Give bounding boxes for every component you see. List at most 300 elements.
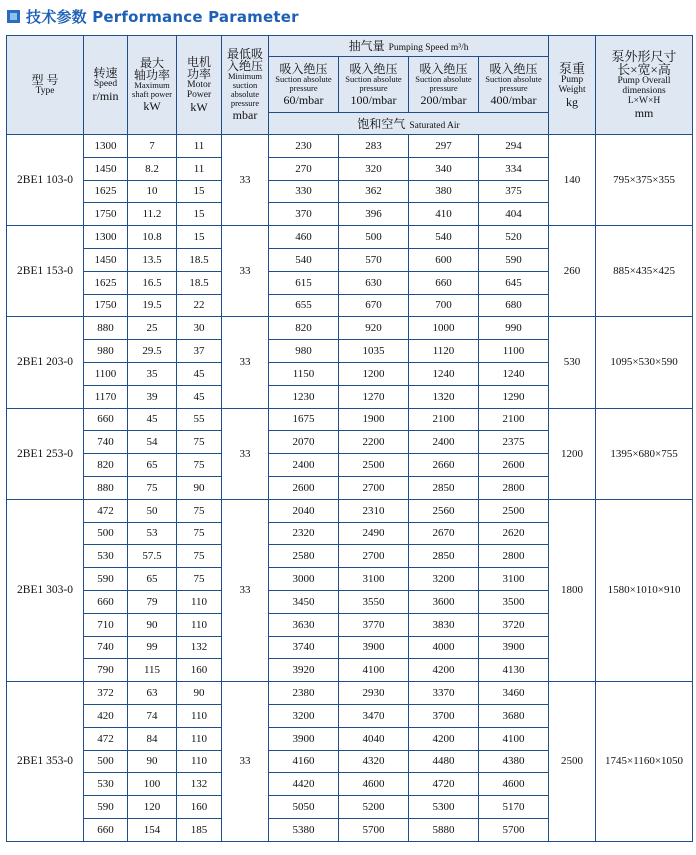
pump-200-cell: 3370 [409, 682, 479, 705]
pump-100-cell: 4600 [339, 773, 409, 796]
header-motor-unit: kW [190, 100, 208, 114]
header-min-cn: 最低吸 入绝压 [226, 47, 263, 73]
pump-60-cell: 370 [269, 203, 339, 226]
shaft-power-cell: 75 [128, 476, 177, 499]
pump-60-cell: 655 [269, 294, 339, 317]
header-dims-cn: 泵外形尺寸 长×宽×高 [611, 49, 677, 77]
table-row [7, 226, 693, 249]
header-sub-unit: 100/mbar [350, 92, 397, 107]
shaft-power-cell: 120 [128, 796, 177, 819]
pump-100-cell: 2930 [339, 682, 409, 705]
pump-100-cell: 4100 [339, 659, 409, 682]
motor-power-cell: 22 [177, 294, 222, 317]
pump-60-cell: 2320 [269, 522, 339, 545]
header-sub-cn: 吸入绝压 [419, 61, 468, 76]
header-sub-unit: 60/mbar [283, 92, 324, 107]
pump-60-cell: 3920 [269, 659, 339, 682]
pump-60-cell: 5050 [269, 796, 339, 819]
speed-cell: 500 [84, 750, 128, 773]
shaft-power-cell: 99 [128, 636, 177, 659]
header-motor-en: Motor Power [186, 80, 212, 100]
pump-200-cell: 4000 [409, 636, 479, 659]
speed-cell: 472 [84, 499, 128, 522]
pump-100-cell: 3900 [339, 636, 409, 659]
table-row [7, 682, 693, 705]
pump-60-cell: 820 [269, 317, 339, 340]
header-pumping-en: Pumping Speed m³/h [388, 43, 469, 53]
shaft-power-cell: 50 [128, 499, 177, 522]
header-min-pressure [222, 36, 269, 135]
pump-100-cell: 630 [339, 271, 409, 294]
header-pumping-cn: 抽气量 [348, 39, 385, 53]
shaft-power-cell: 79 [128, 590, 177, 613]
motor-power-cell: 160 [177, 796, 222, 819]
header-shaft-en: Maximum shaft power [132, 80, 172, 99]
pump-400-cell: 334 [479, 157, 549, 180]
pump-200-cell: 1000 [409, 317, 479, 340]
header-shaft-cn: 最大 轴功率 [133, 56, 170, 82]
pump-60-cell: 2400 [269, 454, 339, 477]
pump-200-cell: 1120 [409, 340, 479, 363]
motor-power-cell: 185 [177, 818, 222, 841]
pump-200-cell: 2100 [409, 408, 479, 431]
header-motor-cn: 电机 功率 [186, 55, 211, 81]
header-sub-400 [479, 57, 549, 113]
pump-400-cell: 2100 [479, 408, 549, 431]
pump-100-cell: 1200 [339, 362, 409, 385]
weight-cell: 1200 [549, 408, 596, 499]
header-dims-en: Pump Overall dimensions [617, 76, 671, 96]
motor-power-cell: 75 [177, 545, 222, 568]
header-sub-en: Suction absolute pressure [415, 73, 472, 93]
pump-200-cell: 340 [409, 157, 479, 180]
speed-cell: 660 [84, 590, 128, 613]
pump-400-cell: 3900 [479, 636, 549, 659]
pump-100-cell: 2700 [339, 545, 409, 568]
speed-cell: 1750 [84, 203, 128, 226]
shaft-power-cell: 53 [128, 522, 177, 545]
pump-400-cell: 294 [479, 135, 549, 158]
pump-200-cell: 410 [409, 203, 479, 226]
pump-60-cell: 2070 [269, 431, 339, 454]
shaft-power-cell: 19.5 [128, 294, 177, 317]
pump-200-cell: 2660 [409, 454, 479, 477]
model-cell: 2BE1 153-0 [7, 226, 84, 317]
shaft-power-cell: 63 [128, 682, 177, 705]
speed-cell: 880 [84, 317, 128, 340]
pump-100-cell: 362 [339, 180, 409, 203]
pump-400-cell: 2600 [479, 454, 549, 477]
speed-cell: 530 [84, 545, 128, 568]
shaft-power-cell: 10 [128, 180, 177, 203]
header-sub-100 [339, 57, 409, 113]
motor-power-cell: 15 [177, 226, 222, 249]
weight-cell: 140 [549, 135, 596, 226]
pump-200-cell: 2670 [409, 522, 479, 545]
pump-100-cell: 1270 [339, 385, 409, 408]
pump-100-cell: 2310 [339, 499, 409, 522]
motor-power-cell: 45 [177, 385, 222, 408]
square-bullet-icon [7, 10, 20, 23]
pump-100-cell: 3770 [339, 613, 409, 636]
pump-200-cell: 3600 [409, 590, 479, 613]
header-type [7, 36, 84, 135]
pump-60-cell: 1675 [269, 408, 339, 431]
pump-60-cell: 2600 [269, 476, 339, 499]
motor-power-cell: 18.5 [177, 271, 222, 294]
speed-cell: 1450 [84, 248, 128, 271]
motor-power-cell: 18.5 [177, 248, 222, 271]
speed-cell: 980 [84, 340, 128, 363]
shaft-power-cell: 65 [128, 568, 177, 591]
page-title [7, 5, 299, 27]
pump-100-cell: 5700 [339, 818, 409, 841]
shaft-power-cell: 90 [128, 613, 177, 636]
speed-cell: 740 [84, 431, 128, 454]
pump-400-cell: 4600 [479, 773, 549, 796]
pump-60-cell: 3200 [269, 704, 339, 727]
pump-200-cell: 4720 [409, 773, 479, 796]
header-speed-unit: r/min [92, 89, 119, 103]
pump-100-cell: 920 [339, 317, 409, 340]
weight-cell: 2500 [549, 682, 596, 842]
shaft-power-cell: 57.5 [128, 545, 177, 568]
table-row [7, 499, 693, 522]
motor-power-cell: 160 [177, 659, 222, 682]
pump-100-cell: 2700 [339, 476, 409, 499]
shaft-power-cell: 8.2 [128, 157, 177, 180]
shaft-power-cell: 10.8 [128, 226, 177, 249]
speed-cell: 710 [84, 613, 128, 636]
shaft-power-cell: 29.5 [128, 340, 177, 363]
pump-400-cell: 590 [479, 248, 549, 271]
pump-60-cell: 460 [269, 226, 339, 249]
pump-60-cell: 3450 [269, 590, 339, 613]
pump-60-cell: 330 [269, 180, 339, 203]
pump-100-cell: 670 [339, 294, 409, 317]
speed-cell: 660 [84, 818, 128, 841]
shaft-power-cell: 90 [128, 750, 177, 773]
shaft-power-cell: 7 [128, 135, 177, 158]
motor-power-cell: 110 [177, 750, 222, 773]
pump-200-cell: 1320 [409, 385, 479, 408]
pump-200-cell: 2560 [409, 499, 479, 522]
pump-400-cell: 520 [479, 226, 549, 249]
pump-400-cell: 680 [479, 294, 549, 317]
shaft-power-cell: 45 [128, 408, 177, 431]
pump-400-cell: 2800 [479, 476, 549, 499]
header-saturated-en: Saturated Air [409, 120, 460, 131]
header-speed-en: Speed [93, 79, 118, 89]
motor-power-cell: 90 [177, 476, 222, 499]
speed-cell: 372 [84, 682, 128, 705]
motor-power-cell: 75 [177, 431, 222, 454]
shaft-power-cell: 11.2 [128, 203, 177, 226]
pump-100-cell: 283 [339, 135, 409, 158]
min-pressure-cell: 33 [222, 317, 269, 408]
motor-power-cell: 90 [177, 682, 222, 705]
pump-60-cell: 2580 [269, 545, 339, 568]
pump-400-cell: 1240 [479, 362, 549, 385]
header-shaft-unit: kW [143, 99, 161, 113]
header-type-cn: 型 号 [31, 73, 59, 87]
pump-60-cell: 980 [269, 340, 339, 363]
min-pressure-cell: 33 [222, 682, 269, 842]
dimensions-cell: 795×375×355 [596, 135, 693, 226]
pump-200-cell: 700 [409, 294, 479, 317]
pump-100-cell: 2500 [339, 454, 409, 477]
motor-power-cell: 75 [177, 499, 222, 522]
speed-cell: 420 [84, 704, 128, 727]
motor-power-cell: 15 [177, 203, 222, 226]
pump-100-cell: 4320 [339, 750, 409, 773]
pump-400-cell: 4100 [479, 727, 549, 750]
pump-200-cell: 4480 [409, 750, 479, 773]
dimensions-cell: 1745×1160×1050 [596, 682, 693, 842]
pump-200-cell: 2850 [409, 476, 479, 499]
speed-cell: 530 [84, 773, 128, 796]
motor-power-cell: 37 [177, 340, 222, 363]
pump-100-cell: 3550 [339, 590, 409, 613]
pump-400-cell: 2500 [479, 499, 549, 522]
speed-cell: 1450 [84, 157, 128, 180]
pump-100-cell: 320 [339, 157, 409, 180]
speed-cell: 1625 [84, 271, 128, 294]
speed-cell: 660 [84, 408, 128, 431]
speed-cell: 1170 [84, 385, 128, 408]
pump-60-cell: 615 [269, 271, 339, 294]
min-pressure-cell: 33 [222, 135, 269, 226]
weight-cell: 1800 [549, 499, 596, 681]
header-sub-cn: 吸入绝压 [279, 61, 328, 76]
pump-400-cell: 2375 [479, 431, 549, 454]
model-cell: 2BE1 103-0 [7, 135, 84, 226]
speed-cell: 740 [84, 636, 128, 659]
motor-power-cell: 75 [177, 568, 222, 591]
motor-power-cell: 132 [177, 773, 222, 796]
shaft-power-cell: 74 [128, 704, 177, 727]
pump-200-cell: 380 [409, 180, 479, 203]
pump-60-cell: 4420 [269, 773, 339, 796]
pump-400-cell: 3100 [479, 568, 549, 591]
header-weight-unit: kg [566, 94, 579, 109]
shaft-power-cell: 100 [128, 773, 177, 796]
speed-cell: 1300 [84, 226, 128, 249]
model-cell: 2BE1 253-0 [7, 408, 84, 499]
shaft-power-cell: 13.5 [128, 248, 177, 271]
pump-400-cell: 1290 [479, 385, 549, 408]
shaft-power-cell: 84 [128, 727, 177, 750]
table-row [7, 408, 693, 431]
motor-power-cell: 132 [177, 636, 222, 659]
table-body [7, 135, 693, 842]
pump-200-cell: 5880 [409, 818, 479, 841]
pump-400-cell: 3680 [479, 704, 549, 727]
pump-400-cell: 1100 [479, 340, 549, 363]
motor-power-cell: 110 [177, 727, 222, 750]
header-weight [549, 36, 596, 135]
motor-power-cell: 110 [177, 613, 222, 636]
pump-400-cell: 3460 [479, 682, 549, 705]
speed-cell: 590 [84, 796, 128, 819]
pump-200-cell: 297 [409, 135, 479, 158]
header-sub-cn: 吸入绝压 [489, 61, 538, 76]
model-cell: 2BE1 203-0 [7, 317, 84, 408]
header-saturated-cn: 饱和空气 [357, 116, 406, 131]
page-title-text: 技术参数 Performance Parameter [26, 7, 299, 26]
speed-cell: 1625 [84, 180, 128, 203]
shaft-power-cell: 154 [128, 818, 177, 841]
header-min-en: Minimum suction absolute pressure [227, 71, 262, 108]
pump-400-cell: 3500 [479, 590, 549, 613]
pump-200-cell: 2850 [409, 545, 479, 568]
min-pressure-cell: 33 [222, 408, 269, 499]
speed-cell: 790 [84, 659, 128, 682]
speed-cell: 472 [84, 727, 128, 750]
pump-60-cell: 230 [269, 135, 339, 158]
pump-200-cell: 5300 [409, 796, 479, 819]
header-sub-en: Suction absolute pressure [485, 73, 542, 93]
header-dimensions [596, 36, 693, 135]
header-saturated-air [269, 113, 549, 135]
pump-100-cell: 396 [339, 203, 409, 226]
weight-cell: 530 [549, 317, 596, 408]
model-cell: 2BE1 303-0 [7, 499, 84, 681]
header-weight-cn: 泵重 [559, 60, 586, 76]
pump-200-cell: 600 [409, 248, 479, 271]
pump-200-cell: 540 [409, 226, 479, 249]
pump-100-cell: 4040 [339, 727, 409, 750]
pump-60-cell: 5380 [269, 818, 339, 841]
pump-400-cell: 375 [479, 180, 549, 203]
pump-100-cell: 570 [339, 248, 409, 271]
pump-400-cell: 645 [479, 271, 549, 294]
header-sub-unit: 200/mbar [420, 92, 467, 107]
pump-60-cell: 3900 [269, 727, 339, 750]
header-sub-en: Suction absolute pressure [345, 73, 402, 93]
header-dims-unit: mm [634, 106, 654, 120]
speed-cell: 1300 [84, 135, 128, 158]
motor-power-cell: 110 [177, 590, 222, 613]
pump-200-cell: 1240 [409, 362, 479, 385]
speed-cell: 820 [84, 454, 128, 477]
motor-power-cell: 30 [177, 317, 222, 340]
motor-power-cell: 75 [177, 522, 222, 545]
pump-200-cell: 4200 [409, 727, 479, 750]
table-row [7, 135, 693, 158]
pump-60-cell: 3740 [269, 636, 339, 659]
pump-100-cell: 1035 [339, 340, 409, 363]
pump-200-cell: 660 [409, 271, 479, 294]
pump-400-cell: 404 [479, 203, 549, 226]
pump-400-cell: 4380 [479, 750, 549, 773]
motor-power-cell: 55 [177, 408, 222, 431]
pump-100-cell: 2490 [339, 522, 409, 545]
shaft-power-cell: 115 [128, 659, 177, 682]
pump-100-cell: 3470 [339, 704, 409, 727]
pump-400-cell: 990 [479, 317, 549, 340]
min-pressure-cell: 33 [222, 499, 269, 681]
motor-power-cell: 11 [177, 135, 222, 158]
pump-60-cell: 540 [269, 248, 339, 271]
pump-200-cell: 3200 [409, 568, 479, 591]
shaft-power-cell: 25 [128, 317, 177, 340]
min-pressure-cell: 33 [222, 226, 269, 317]
speed-cell: 1750 [84, 294, 128, 317]
dimensions-cell: 1395×680×755 [596, 408, 693, 499]
pump-60-cell: 1150 [269, 362, 339, 385]
motor-power-cell: 11 [177, 157, 222, 180]
header-dims-formula: L×W×H [627, 96, 661, 106]
header-weight-en: Pump Weight [558, 74, 586, 95]
pump-200-cell: 3830 [409, 613, 479, 636]
shaft-power-cell: 35 [128, 362, 177, 385]
pump-100-cell: 2200 [339, 431, 409, 454]
performance-table [6, 35, 693, 842]
pump-100-cell: 3100 [339, 568, 409, 591]
header-type-en: Type [35, 86, 55, 96]
motor-power-cell: 45 [177, 362, 222, 385]
header-speed-cn: 转速 [93, 66, 118, 80]
shaft-power-cell: 16.5 [128, 271, 177, 294]
pump-400-cell: 2620 [479, 522, 549, 545]
dimensions-cell: 885×435×425 [596, 226, 693, 317]
header-sub-cn: 吸入绝压 [349, 61, 398, 76]
pump-400-cell: 5700 [479, 818, 549, 841]
pump-200-cell: 2400 [409, 431, 479, 454]
shaft-power-cell: 65 [128, 454, 177, 477]
pump-60-cell: 1230 [269, 385, 339, 408]
pump-60-cell: 270 [269, 157, 339, 180]
pump-400-cell: 3720 [479, 613, 549, 636]
pump-60-cell: 2040 [269, 499, 339, 522]
pump-60-cell: 4160 [269, 750, 339, 773]
pump-400-cell: 2800 [479, 545, 549, 568]
pump-400-cell: 4130 [479, 659, 549, 682]
pump-400-cell: 5170 [479, 796, 549, 819]
speed-cell: 1100 [84, 362, 128, 385]
header-sub-200 [409, 57, 479, 113]
dimensions-cell: 1095×530×590 [596, 317, 693, 408]
header-motor-power [177, 36, 222, 135]
motor-power-cell: 75 [177, 454, 222, 477]
header-speed [84, 36, 128, 135]
dimensions-cell: 1580×1010×910 [596, 499, 693, 681]
pump-60-cell: 3630 [269, 613, 339, 636]
pump-60-cell: 3000 [269, 568, 339, 591]
pump-100-cell: 1900 [339, 408, 409, 431]
model-cell: 2BE1 353-0 [7, 682, 84, 842]
shaft-power-cell: 39 [128, 385, 177, 408]
header-sub-60 [269, 57, 339, 113]
header-min-unit: mbar [232, 108, 258, 122]
motor-power-cell: 110 [177, 704, 222, 727]
pump-100-cell: 500 [339, 226, 409, 249]
pump-100-cell: 5200 [339, 796, 409, 819]
table-row [7, 317, 693, 340]
pump-60-cell: 2380 [269, 682, 339, 705]
header-pumping-speed [269, 36, 549, 57]
speed-cell: 590 [84, 568, 128, 591]
motor-power-cell: 15 [177, 180, 222, 203]
pump-200-cell: 3700 [409, 704, 479, 727]
speed-cell: 880 [84, 476, 128, 499]
weight-cell: 260 [549, 226, 596, 317]
header-sub-unit: 400/mbar [490, 92, 537, 107]
header-sub-en: Suction absolute pressure [275, 73, 332, 93]
header-shaft-power [128, 36, 177, 135]
shaft-power-cell: 54 [128, 431, 177, 454]
